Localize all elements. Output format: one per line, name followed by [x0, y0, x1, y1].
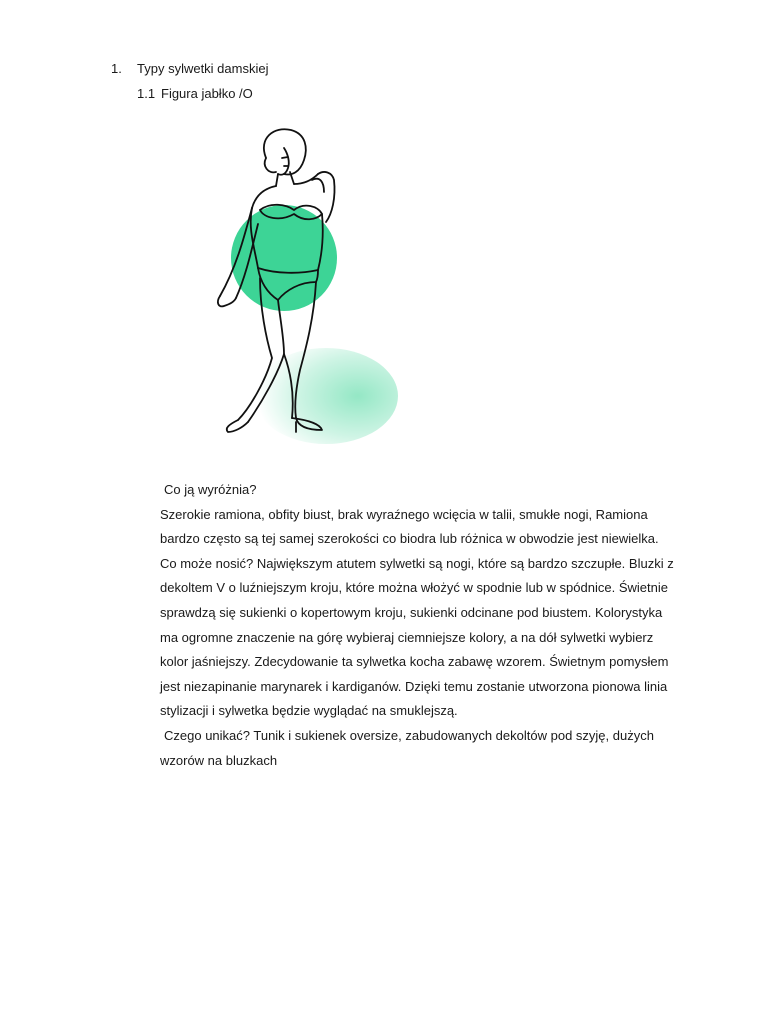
body-line: Co może nosić? Największym atutem sylwetki są nogi, które są bardzo szczupłe. Bluzki z	[160, 555, 674, 571]
floor-shadow	[254, 348, 398, 444]
body-line: wzorów na bluzkach	[160, 752, 278, 768]
body-text	[160, 478, 680, 773]
question-what-to-avoid: Czego unikać? Tunik i sukienek oversize, zabudowanych dekoltów pod szyję, dużych	[164, 727, 654, 743]
body-line: Szerokie ramiona, obfity biust, brak wyraźnego wcięcia w talii, smukłe nogi, Ramiona	[160, 506, 648, 522]
body-line: jest niezapinanie marynarek i kardiganów. Dzięki temu zostanie utworzona pionowa linia	[160, 678, 668, 694]
subsection-number: 1.1	[137, 86, 156, 101]
section-number: 1.	[111, 61, 122, 76]
body-line: stylizacji i sylwetka będzie wyglądać na smuklejszą.	[160, 703, 458, 719]
question-what-distinguishes: Co ją wyróżnia?	[164, 482, 257, 497]
subsection-title: Figura jabłko /O	[161, 86, 253, 101]
subsection-heading	[137, 85, 253, 103]
body-line: sprawdzą się sukienki o kopertowym kroju, sukienki odcinane pod biustem. Kolorystyka	[160, 604, 663, 620]
section-heading	[111, 60, 268, 78]
body-line: ma ogromne znaczenie na górę wybieraj ciemniejsze kolory, a na dół sylwetki wybierz	[160, 629, 654, 645]
body-line: dekoltem V o luźniejszym kroju, które można włożyć w spodnie lub w spódnice. Świetnie	[160, 580, 668, 596]
body-line: bardzo często są tej samej szerokości co biodra lub różnica w obwodzie jest niewielka.	[160, 531, 659, 547]
apple-body-shape-illustration	[196, 118, 406, 473]
body-line: kolor jaśniejszy. Zdecydowanie ta sylwetka kocha zabawę wzorem. Świetnym pomysłem	[160, 654, 669, 670]
section-title: Typy sylwetki damskiej	[137, 61, 269, 76]
